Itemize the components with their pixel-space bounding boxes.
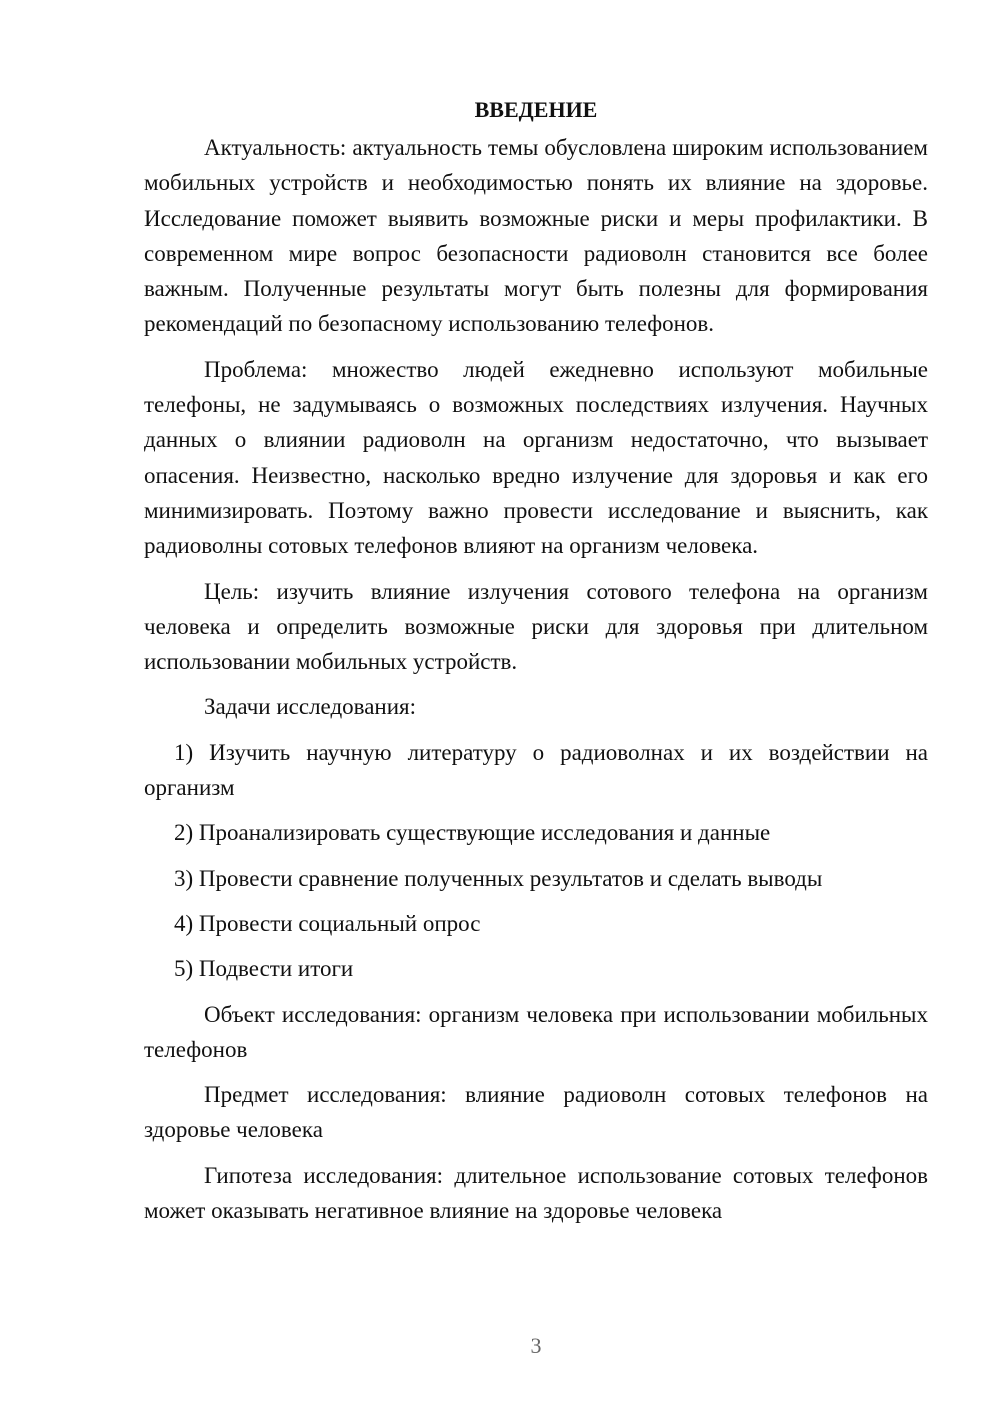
page-content [144, 92, 928, 1238]
relevance-paragraph: Актуальность: актуальность темы обусловлена широким использованием мобильных устройств и необходимостью понять их влияние на здоровье. Исследование поможет выявить возможные риски и меры профилактики. В современном мире вопрос безопасности радиоволн становится все более важным. Полученные результаты могут быть полезны для формирования рекомендаций по безопасному использованию телефонов. [144, 135, 928, 337]
subject-paragraph: Предмет исследования: влияние радиоволн сотовых телефонов на здоровье человека [144, 1082, 928, 1143]
task-item: 5) Подвести итоги [174, 956, 354, 982]
task-item: 3) Провести сравнение полученных результатов и сделать выводы [174, 865, 823, 891]
task-item: 4) Провести социальный опрос [174, 910, 481, 936]
page-number: 3 [530, 1333, 542, 1358]
section-heading: ВВЕДЕНИЕ [474, 97, 598, 122]
object-paragraph: Объект исследования: организм человека при использовании мобильных телефонов [144, 1001, 928, 1062]
hypothesis-paragraph: Гипотеза исследования: длительное использование сотовых телефонов может оказывать негативное влияние на здоровье человека [144, 1162, 928, 1224]
task-item: 1) Изучить научную литературу о радиоволнах и их воздействии на организм [144, 739, 928, 801]
goal-paragraph: Цель: изучить влияние излучения сотового телефона на организм человека и определить возможные риски для здоровья при длительном использовании мобильных устройств. [144, 578, 928, 675]
tasks-title: Задачи исследования: [204, 694, 417, 720]
problem-paragraph: Проблема: множество людей ежедневно используют мобильные телефоны, не задумываясь о возможных последствиях излучения. Научных данных о влиянии радиоволн на организм недостаточно, что вызывает опасения. Неизвестно, насколько вредно излучение для здоровья и как его минимизировать. Поэтому важно провести исследование и выяснить, как радиоволны сотовых телефонов влияют на организм человека. [144, 356, 928, 559]
task-item: 2) Проанализировать существующие исследования и данные [174, 820, 771, 846]
